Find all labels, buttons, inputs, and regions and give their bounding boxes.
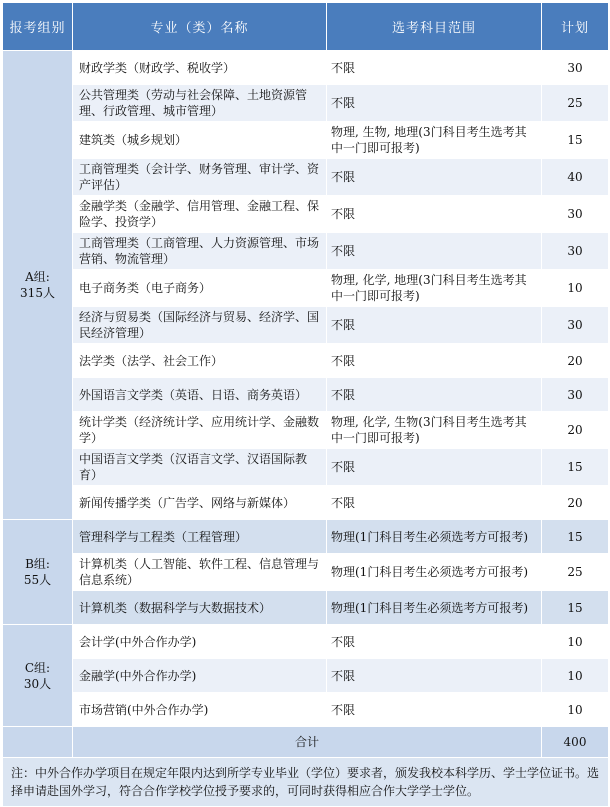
major-name: 经济与贸易类（国际经济与贸易、经济学、国民经济管理） [73,307,327,344]
header-plan: 计划 [542,3,609,51]
major-name: 计算机类（人工智能、软件工程、信息管理与信息系统） [73,554,327,591]
major-name: 工商管理类（会计学、财务管理、审计学、资产评估） [73,159,327,196]
table-row [3,693,609,727]
table-row [3,486,609,520]
total-value: 400 [542,727,609,758]
table-row [3,412,609,449]
plan-count: 30 [542,307,609,344]
table-row [3,659,609,693]
subject-range: 不限 [327,378,542,412]
plan-count: 20 [542,344,609,378]
subject-range: 物理, 生物, 地理(3门科目考生选考其中一门即可报考) [327,122,542,159]
subject-range: 不限 [327,344,542,378]
subject-range: 不限 [327,159,542,196]
plan-count: 15 [542,520,609,554]
plan-count: 20 [542,486,609,520]
plan-count: 10 [542,659,609,693]
plan-count: 30 [542,378,609,412]
subject-range: 不限 [327,307,542,344]
table-row [3,520,609,554]
subject-range: 不限 [327,486,542,520]
major-name: 工商管理类（工商管理、人力资源管理、市场营销、物流管理） [73,233,327,270]
subject-range: 不限 [327,659,542,693]
major-name: 新闻传播学类（广告学、网络与新媒体） [73,486,327,520]
plan-count: 30 [542,51,609,85]
plan-count: 10 [542,693,609,727]
table-row [3,307,609,344]
table-row [3,85,609,122]
subject-range: 物理, 化学, 生物(3门科目考生选考其中一门即可报考) [327,412,542,449]
group-label: B组: 55人 [3,520,73,625]
subject-range: 物理(1门科目考生必须选考方可报考) [327,520,542,554]
note-row [3,758,609,807]
major-name: 建筑类（城乡规划） [73,122,327,159]
plan-count: 25 [542,554,609,591]
header-major: 专业（类）名称 [73,3,327,51]
major-name: 外国语言文学类（英语、日语、商务英语） [73,378,327,412]
plan-count: 15 [542,449,609,486]
plan-count: 10 [542,625,609,659]
footnote: 注：中外合作办学项目在规定年限内达到所学专业毕业（学位）要求者，颁发我校本科学历、学士学位证书。选择申请赴国外学习，符合合作学校学位授予要求的，可同时获得相应合作大学学士学位。 [3,758,609,807]
major-name: 市场营销(中外合作办学) [73,693,327,727]
total-label: 合计 [73,727,542,758]
header-group: 报考组别 [3,3,73,51]
table-row [3,159,609,196]
table-row [3,449,609,486]
plan-count: 15 [542,591,609,625]
major-name: 公共管理类（劳动与社会保障、土地资源管理、行政管理、城市管理） [73,85,327,122]
major-name: 会计学(中外合作办学) [73,625,327,659]
group-label: A组: 315人 [3,51,73,520]
plan-count: 20 [542,412,609,449]
table-row [3,378,609,412]
table-row [3,554,609,591]
plan-count: 30 [542,233,609,270]
major-name: 中国语言文学类（汉语言文学、汉语国际教育） [73,449,327,486]
major-name: 电子商务类（电子商务） [73,270,327,307]
major-name: 财政学类（财政学、税收学） [73,51,327,85]
table-row [3,51,609,85]
major-name: 法学类（法学、社会工作） [73,344,327,378]
plan-count: 10 [542,270,609,307]
subject-range: 不限 [327,233,542,270]
enrollment-plan-table [2,2,609,807]
subject-range: 不限 [327,196,542,233]
plan-count: 15 [542,122,609,159]
plan-count: 25 [542,85,609,122]
group-label: C组: 30人 [3,625,73,727]
table-row [3,233,609,270]
table-body [3,51,609,727]
major-name: 统计学类（经济统计学、应用统计学、金融数学） [73,412,327,449]
total-spacer [3,727,73,758]
plan-count: 30 [542,196,609,233]
major-name: 金融学类（金融学、信用管理、金融工程、保险学、投资学） [73,196,327,233]
table-row [3,344,609,378]
subject-range: 物理(1门科目考生必须选考方可报考) [327,591,542,625]
total-row [3,727,609,758]
table-row [3,196,609,233]
subject-range: 物理, 化学, 地理(3门科目考生选考其中一门即可报考) [327,270,542,307]
table-row [3,270,609,307]
plan-count: 40 [542,159,609,196]
subject-range: 不限 [327,625,542,659]
subject-range: 物理(1门科目考生必须选考方可报考) [327,554,542,591]
subject-range: 不限 [327,693,542,727]
subject-range: 不限 [327,449,542,486]
major-name: 计算机类（数据科学与大数据技术） [73,591,327,625]
table-row [3,122,609,159]
enrollment-plan-document [2,2,608,807]
major-name: 管理科学与工程类（工程管理） [73,520,327,554]
table-row [3,591,609,625]
subject-range: 不限 [327,85,542,122]
table-header-row [3,3,609,51]
header-subjects: 选考科目范围 [327,3,542,51]
subject-range: 不限 [327,51,542,85]
major-name: 金融学(中外合作办学) [73,659,327,693]
table-row [3,625,609,659]
